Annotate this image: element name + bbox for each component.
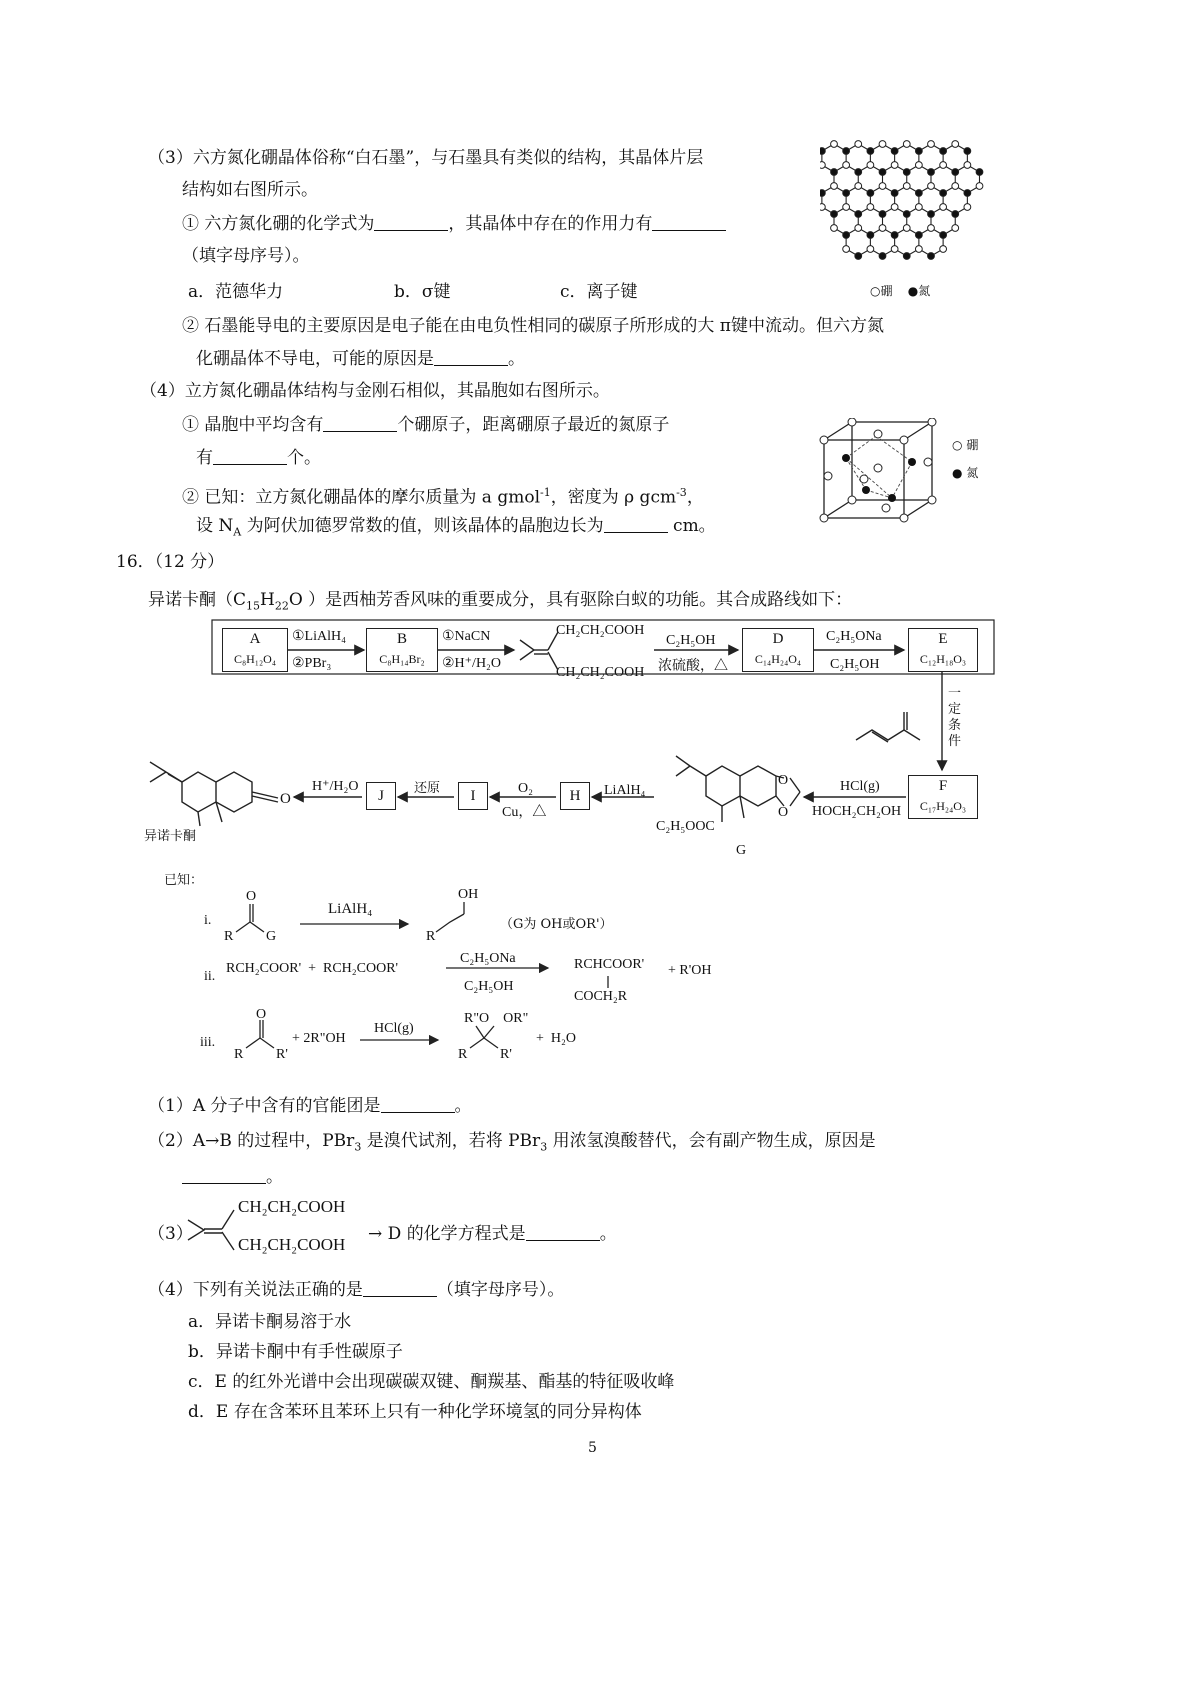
compound-I-label: I (470, 788, 476, 804)
known-i-R: R (224, 929, 234, 944)
known-reactions-drawing (0, 880, 1191, 1080)
answer-blank[interactable] (526, 1222, 600, 1241)
q16-3-text: D 的化学方程式是 (382, 1224, 526, 1244)
reagent-9: 还原 (414, 781, 441, 796)
product-carbonyl-oxygen: O (280, 791, 291, 807)
known-ii-label: ii. (204, 969, 216, 984)
reagent-7: LiAlH₄ (604, 783, 646, 798)
known-iii-R-prime: R' (276, 1047, 288, 1062)
q16-3-label: （3） (148, 1224, 193, 1244)
q15-3-q1-text-a: ① 六方氮化硼的化学式为 (182, 214, 375, 234)
q15-4-q2-text-e: cm (650, 487, 677, 508)
q15-3-q1-hint: （填字母序号）。 (182, 246, 310, 266)
compound-H-label: H (569, 788, 581, 804)
cube-legend-nitrogen-label: 氮 (966, 466, 979, 480)
known-iii-reagent: HCl(g) (374, 1021, 414, 1036)
diacid-bottom-chain: CH₂CH₂COOH (556, 665, 645, 680)
q15-3-q1-text-b: ，其晶体中存在的作用力有 (448, 214, 653, 234)
q16-2-text-a: （2）A (148, 1131, 206, 1151)
q16-3-question (368, 1222, 617, 1246)
q16-3-end: 。 (599, 1224, 617, 1244)
compound-G-oxygen-2: O (778, 805, 789, 820)
q16-2-answer-line (182, 1165, 283, 1189)
reagent-4-bottom: C₂H₅OH (830, 657, 880, 672)
compound-D-label: D (772, 631, 784, 647)
right-arrow-icon: → (205, 1131, 220, 1151)
reagent-6-bottom: HOCH₂CH₂OH (812, 804, 902, 819)
diacid-top-chain: CH₂CH₂COOH (556, 623, 645, 638)
q15-4-q1-text-a: ① 晶胞中平均含有 (182, 415, 324, 435)
known-ii-reagent-bottom: C₂H₅OH (464, 979, 514, 994)
q16-3-top-chain: CH₂CH₂COOH (238, 1197, 346, 1216)
compound-F-formula: C₁₇H₂₄O₃ (919, 799, 967, 813)
q16-4-option-a: a．异诺卡酮易溶于水 (188, 1312, 352, 1332)
filled-circle-icon: ● (907, 284, 919, 298)
compound-G-label: G (736, 843, 747, 858)
q16-3-bottom-chain: CH₂CH₂COOH (238, 1235, 346, 1254)
known-i-note: （G为 OH或OR'） (500, 917, 613, 932)
q15-4-q3-text-c: cm。 (667, 516, 716, 536)
known-ii-reagent-top: C₂H₅ONa (460, 951, 516, 966)
q16-4-option-c: c．E 的红外光谱中会出现碳碳双键、酮羰基、酯基的特征吸收峰 (188, 1372, 675, 1392)
compound-A-formula: C₈H₁₂O₄ (233, 652, 277, 666)
q15-3-intro-line1: （3）六方氮化硼晶体俗称“白石墨”，与石墨具有类似的结构，其晶体片层 (148, 148, 704, 168)
known-iii-label: iii. (200, 1035, 216, 1050)
known-i-oxygen: O (246, 889, 257, 904)
q15-3-option-c: c．离子键 (560, 282, 638, 302)
q15-4-q1-text-c: 有 (196, 448, 213, 468)
q16-2-sub2: 3 (540, 1140, 548, 1154)
q15-4-q2-sup1: -1 (540, 486, 551, 499)
q15-4-q3-text-a: 设 N (196, 516, 234, 536)
reagent-1-bottom: ②PBr₃ (292, 656, 332, 671)
known-i-G: G (266, 929, 277, 944)
compound-B-label: B (396, 631, 407, 647)
q15-4-q2-text-g: ， (686, 487, 704, 508)
known-i-reagent: LiAlH₄ (328, 901, 373, 917)
reagent-5: 一定条件 (948, 686, 962, 749)
known-i-R2: R (426, 929, 436, 944)
reagent-1-top: ①LiAlH₄ (292, 629, 346, 644)
known-iii-oxygen: O (256, 1007, 267, 1022)
compound-A-label: A (249, 631, 261, 647)
reagent-4-top: C₂H₅ONa (826, 629, 882, 644)
compound-G-ester: C₂H₅OOC (656, 819, 715, 834)
q15-4-q3-sub: A (233, 525, 242, 539)
q15-4-q2-text-d: ，密度为 ρ g (550, 487, 651, 508)
cube-legend-boron-label: 硼 (966, 438, 979, 452)
known-iii-water: + H₂O (536, 1031, 576, 1046)
reagent-3-top: C₂H₅OH (666, 633, 716, 648)
q15-4-q2-text-a: ② 已知：立方氮化硼晶体的摩尔质量为 a g (182, 487, 509, 508)
hex-legend-nitrogen: 氮 (918, 284, 931, 298)
reagent-8-bottom: Cu，△ (502, 805, 547, 820)
q16-3-diacid-skeleton (184, 1200, 244, 1260)
q16-1-text: （1）A 分子中含有的官能团是 (148, 1096, 381, 1116)
q15-4-q3-text-b: 为阿伏加德罗常数的值，则该晶体的晶胞边长为 (241, 516, 604, 536)
q16-2-text-b: B 的过程中，PBr (219, 1131, 355, 1151)
known-i-label: i. (204, 913, 212, 928)
q16-4 (148, 1278, 564, 1302)
product-name: 异诺卡酮 (144, 829, 197, 844)
q15-3-q2-text: 化硼晶体不导电，可能的原因是 (196, 349, 434, 369)
q16-2-end: 。 (266, 1167, 283, 1187)
q16-intro-b: H (260, 590, 275, 610)
q16-intro-c: O ）是西柚芳香风味的重要成分，具有驱除白蚁的功能。其合成路线如下： (288, 590, 853, 610)
compound-E-label: E (938, 631, 948, 647)
known-iii-product-R-prime: R' (500, 1047, 512, 1062)
q16-intro-a: 异诺卡酮（C (148, 590, 247, 610)
q16-4-option-d: d．E 存在含苯环且苯环上只有一种化学环境氢的同分异构体 (188, 1402, 642, 1422)
known-ii-product-top: RCHCOOR' (574, 957, 645, 972)
q16-2-text-d: 用浓氢溴酸替代，会有副产物生成，原因是 (547, 1131, 876, 1151)
reagent-10: H⁺/H₂O (312, 779, 359, 794)
known-iii-R: R (234, 1047, 244, 1062)
known-ii-reactants: RCH₂COOR' + RCH₂COOR' (226, 961, 399, 976)
q15-4-q2-text-b: mol (508, 487, 541, 508)
q16-4-text-a: （4）下列有关说法正确的是 (148, 1280, 363, 1300)
reagent-2-top: ①NaCN (442, 629, 491, 644)
right-arrow-icon: → (368, 1224, 383, 1244)
known-ii-byproduct: + R'OH (668, 963, 712, 978)
answer-blank[interactable] (363, 1278, 437, 1297)
q16-1 (148, 1094, 472, 1118)
q15-3-q2-end: 。 (508, 349, 525, 369)
filled-circle-icon: ● (952, 466, 963, 480)
q15-3-question2-line1: ② 石墨能导电的主要原因是电子能在由电负性相同的碳原子所形成的大 π键中流动。但六方氮 (182, 316, 884, 336)
compound-G-oxygen-1: O (778, 773, 789, 788)
q16-1-end: 。 (454, 1096, 472, 1116)
compound-D-formula: C₁₄H₂₄O₄ (754, 652, 802, 666)
reagent-3-bottom: 浓硫酸，△ (658, 659, 728, 674)
known-i-OH: OH (458, 887, 479, 902)
hex-legend-boron: 硼 (880, 284, 893, 298)
q16-2-text-c: 是溴代试剂，若将 PBr (361, 1131, 541, 1151)
answer-blank[interactable] (182, 1165, 266, 1184)
q16-header: 16．（12 分） (116, 552, 225, 572)
q16-intro-sub1: 15 (246, 599, 261, 613)
q16-2-sub1: 3 (354, 1140, 362, 1154)
q15-3-intro-line2: 结构如右图所示。 (182, 180, 318, 200)
q16-4-text-b: （填字母序号）。 (436, 1280, 565, 1300)
answer-blank[interactable] (381, 1094, 455, 1113)
known-iii-alcohol: + 2R"OH (292, 1031, 346, 1046)
reagent-2-bottom: ②H⁺/H₂O (442, 656, 502, 671)
q15-3-option-b: b．σ键 (394, 282, 451, 302)
known-iii-product-R: R (458, 1047, 468, 1062)
compound-F-label: F (938, 778, 948, 794)
open-circle-icon: ○ (870, 284, 881, 298)
open-circle-icon: ○ (952, 438, 963, 452)
compound-E-formula: C₁₂H₁₈O₃ (919, 652, 967, 666)
compound-J-label: J (378, 788, 384, 804)
q16-intro-sub2: 22 (274, 599, 289, 613)
q15-3-option-a: a．范德华力 (188, 282, 284, 302)
q16-4-option-b: b．异诺卡酮中有手性碳原子 (188, 1342, 403, 1362)
reagent-8-top: O₂ (518, 781, 533, 796)
q15-4-q1-text-d: 个。 (287, 448, 321, 468)
q15-4-intro: （4）立方氮化硼晶体结构与金刚石相似，其晶胞如右图所示。 (140, 381, 610, 401)
q15-4-q1-text-b: 个硼原子，距离硼原子最近的氮原子 (397, 415, 670, 435)
q15-4-q2-sup2: -3 (676, 486, 687, 499)
known-ii-product-bottom: COCH₂R (574, 989, 628, 1004)
q16-2 (148, 1129, 876, 1159)
compound-B-formula: C₈H₁₄Br₂ (379, 652, 425, 666)
known-iii-product-top: R"O OR" (464, 1011, 529, 1026)
page-number: 5 (588, 1440, 597, 1456)
known-title: 已知： (164, 873, 204, 888)
reagent-6-top: HCl(g) (840, 779, 880, 794)
